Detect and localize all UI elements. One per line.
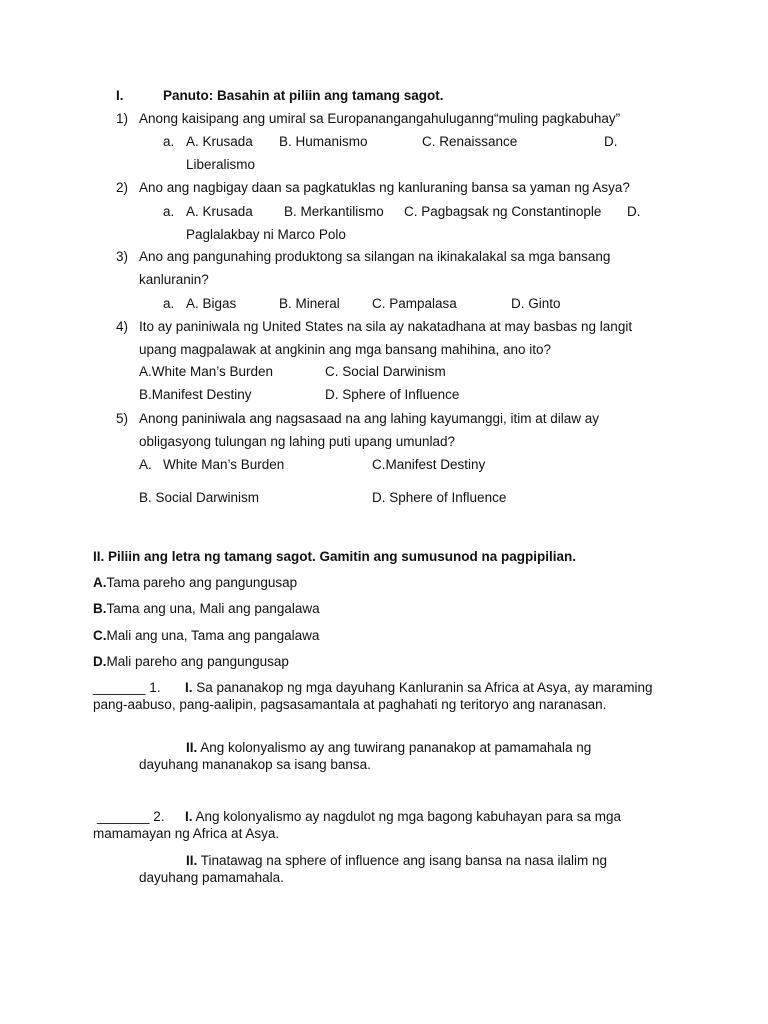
choice-c bbox=[93, 628, 319, 643]
q4-option-c: C. Social Darwinism bbox=[325, 364, 446, 379]
item1-statement1 bbox=[93, 680, 673, 713]
item2-s1-label: I. bbox=[185, 809, 193, 824]
q1-option-d: D. bbox=[604, 134, 618, 149]
choice-d-text: Mali pareho ang pangungusap bbox=[106, 654, 289, 669]
q2-option-d: D. bbox=[627, 204, 641, 219]
q1-text: Anong kaisipang ang umiral sa Europanangangahuluganng“muling pagkabuhay” bbox=[139, 111, 621, 126]
q3-number: 3) bbox=[116, 249, 129, 264]
q5-option-b: B. Social Darwinism bbox=[139, 490, 260, 505]
q4-option-b: B.Manifest Destiny bbox=[139, 387, 252, 402]
item2-statement2 bbox=[139, 852, 649, 886]
q5-option-a-label: A. bbox=[139, 457, 152, 472]
q2-option-a: A. Krusada bbox=[186, 204, 253, 219]
q3-option-d: D. Ginto bbox=[511, 296, 561, 311]
q3-text-line2: kanluranin? bbox=[139, 272, 209, 287]
item1-blank[interactable]: _______ 1. bbox=[93, 680, 161, 695]
choice-b bbox=[93, 601, 320, 616]
choice-c-text: Mali ang una, Tama ang pangalawa bbox=[106, 628, 320, 643]
item1-s1-text: Sa pananakop ng mga dayuhang Kanluranin sa Africa at Asya, ay maraming pang-aabuso, pang-aalipin, pagsasamantala at paghahati ng teritoryo ang naranasan. bbox=[93, 680, 653, 712]
q4-text-line2: upang magpalawak at angkinin ang mga bansang mahihina, ano ito? bbox=[139, 342, 552, 357]
q4-text-line1: Ito ay paniniwala ng United States na sila ay nakatadhana at may basbas ng langit bbox=[139, 319, 633, 334]
q5-option-a: White Man’s Burden bbox=[163, 457, 285, 472]
q4-number: 4) bbox=[116, 319, 129, 334]
item2-s2-text: Tinatawag na sphere of influence ang isang bansa na nasa ilalim ng dayuhang pamamahala. bbox=[139, 853, 608, 885]
item1-statement2 bbox=[139, 739, 639, 773]
item1-s2-text: Ang kolonyalismo ay ang tuwirang pananakop at pamamahala ng dayuhang mananakop sa isang bansa. bbox=[139, 740, 592, 772]
q3-option-b: B. Mineral bbox=[279, 296, 340, 311]
q2-letter: a. bbox=[163, 204, 175, 219]
q5-number: 5) bbox=[116, 411, 129, 426]
item2-blank[interactable]: _______ 2. bbox=[97, 809, 165, 824]
choice-d bbox=[93, 654, 289, 669]
choice-a bbox=[93, 575, 297, 590]
choice-a-letter: A. bbox=[93, 575, 107, 590]
q5-option-c: C.Manifest Destiny bbox=[372, 457, 486, 472]
choice-d-letter: D. bbox=[93, 654, 107, 669]
q2-option-c: C. Pagbagsak ng Constantinople bbox=[404, 204, 602, 219]
q2-option-b: B. Merkantilismo bbox=[284, 204, 384, 219]
q1-number: 1) bbox=[116, 111, 129, 126]
item2-s2-label: II. bbox=[186, 853, 198, 868]
q2-number: 2) bbox=[116, 180, 129, 195]
choice-c-letter: C. bbox=[93, 628, 107, 643]
q5-text-line1: Anong paniniwala ang nagsasaad na ang lahing kayumanggi, itim at dilaw ay bbox=[139, 411, 600, 426]
q3-option-a: A. Bigas bbox=[186, 296, 237, 311]
part1-heading: Panuto: Basahin at piliin ang tamang sagot. bbox=[163, 88, 444, 103]
item1-s1-label: I. bbox=[185, 680, 193, 695]
q4-option-d: D. Sphere of Influence bbox=[325, 387, 460, 402]
q3-letter: a. bbox=[163, 296, 175, 311]
choice-a-text: Tama pareho ang pangungusap bbox=[106, 575, 298, 590]
q1-option-c: C. Renaissance bbox=[422, 134, 518, 149]
q2-option-d-cont: Paglalakbay ni Marco Polo bbox=[186, 227, 346, 242]
q4-option-a: A.White Man’s Burden bbox=[139, 364, 274, 379]
q3-text-line1: Ano ang pangunahing produktong sa silangan na ikinakalakal sa mga bansang bbox=[139, 249, 611, 264]
choice-b-letter: B. bbox=[93, 601, 107, 616]
item2-statement1 bbox=[93, 809, 673, 842]
q1-option-a: A. Krusada bbox=[186, 134, 253, 149]
q1-option-d-cont: Liberalismo bbox=[186, 157, 256, 172]
q5-text-line2: obligasyong tulungan ng lahing puti upang umunlad? bbox=[139, 434, 456, 449]
q2-text: Ano ang nagbigay daan sa pagkatuklas ng kanluraning bansa sa yaman ng Asya? bbox=[139, 180, 630, 195]
q5-option-d: D. Sphere of Influence bbox=[372, 490, 507, 505]
q3-option-c: C. Pampalasa bbox=[372, 296, 457, 311]
part1-roman: I. bbox=[116, 88, 124, 103]
part2-heading: II. Piliin ang letra ng tamang sagot. Gamitin ang sumusunod na pagpipilian. bbox=[93, 549, 577, 564]
q1-letter: a. bbox=[163, 134, 175, 149]
choice-b-text: Tama ang una, Mali ang pangalawa bbox=[106, 601, 320, 616]
item1-s2-label: II. bbox=[186, 740, 198, 755]
item2-s1-text: Ang kolonyalismo ay nagdulot ng mga bagong kabuhayan para sa mga mamamayan ng Africa at Asya. bbox=[93, 809, 622, 841]
q1-option-b: B. Humanismo bbox=[279, 134, 368, 149]
